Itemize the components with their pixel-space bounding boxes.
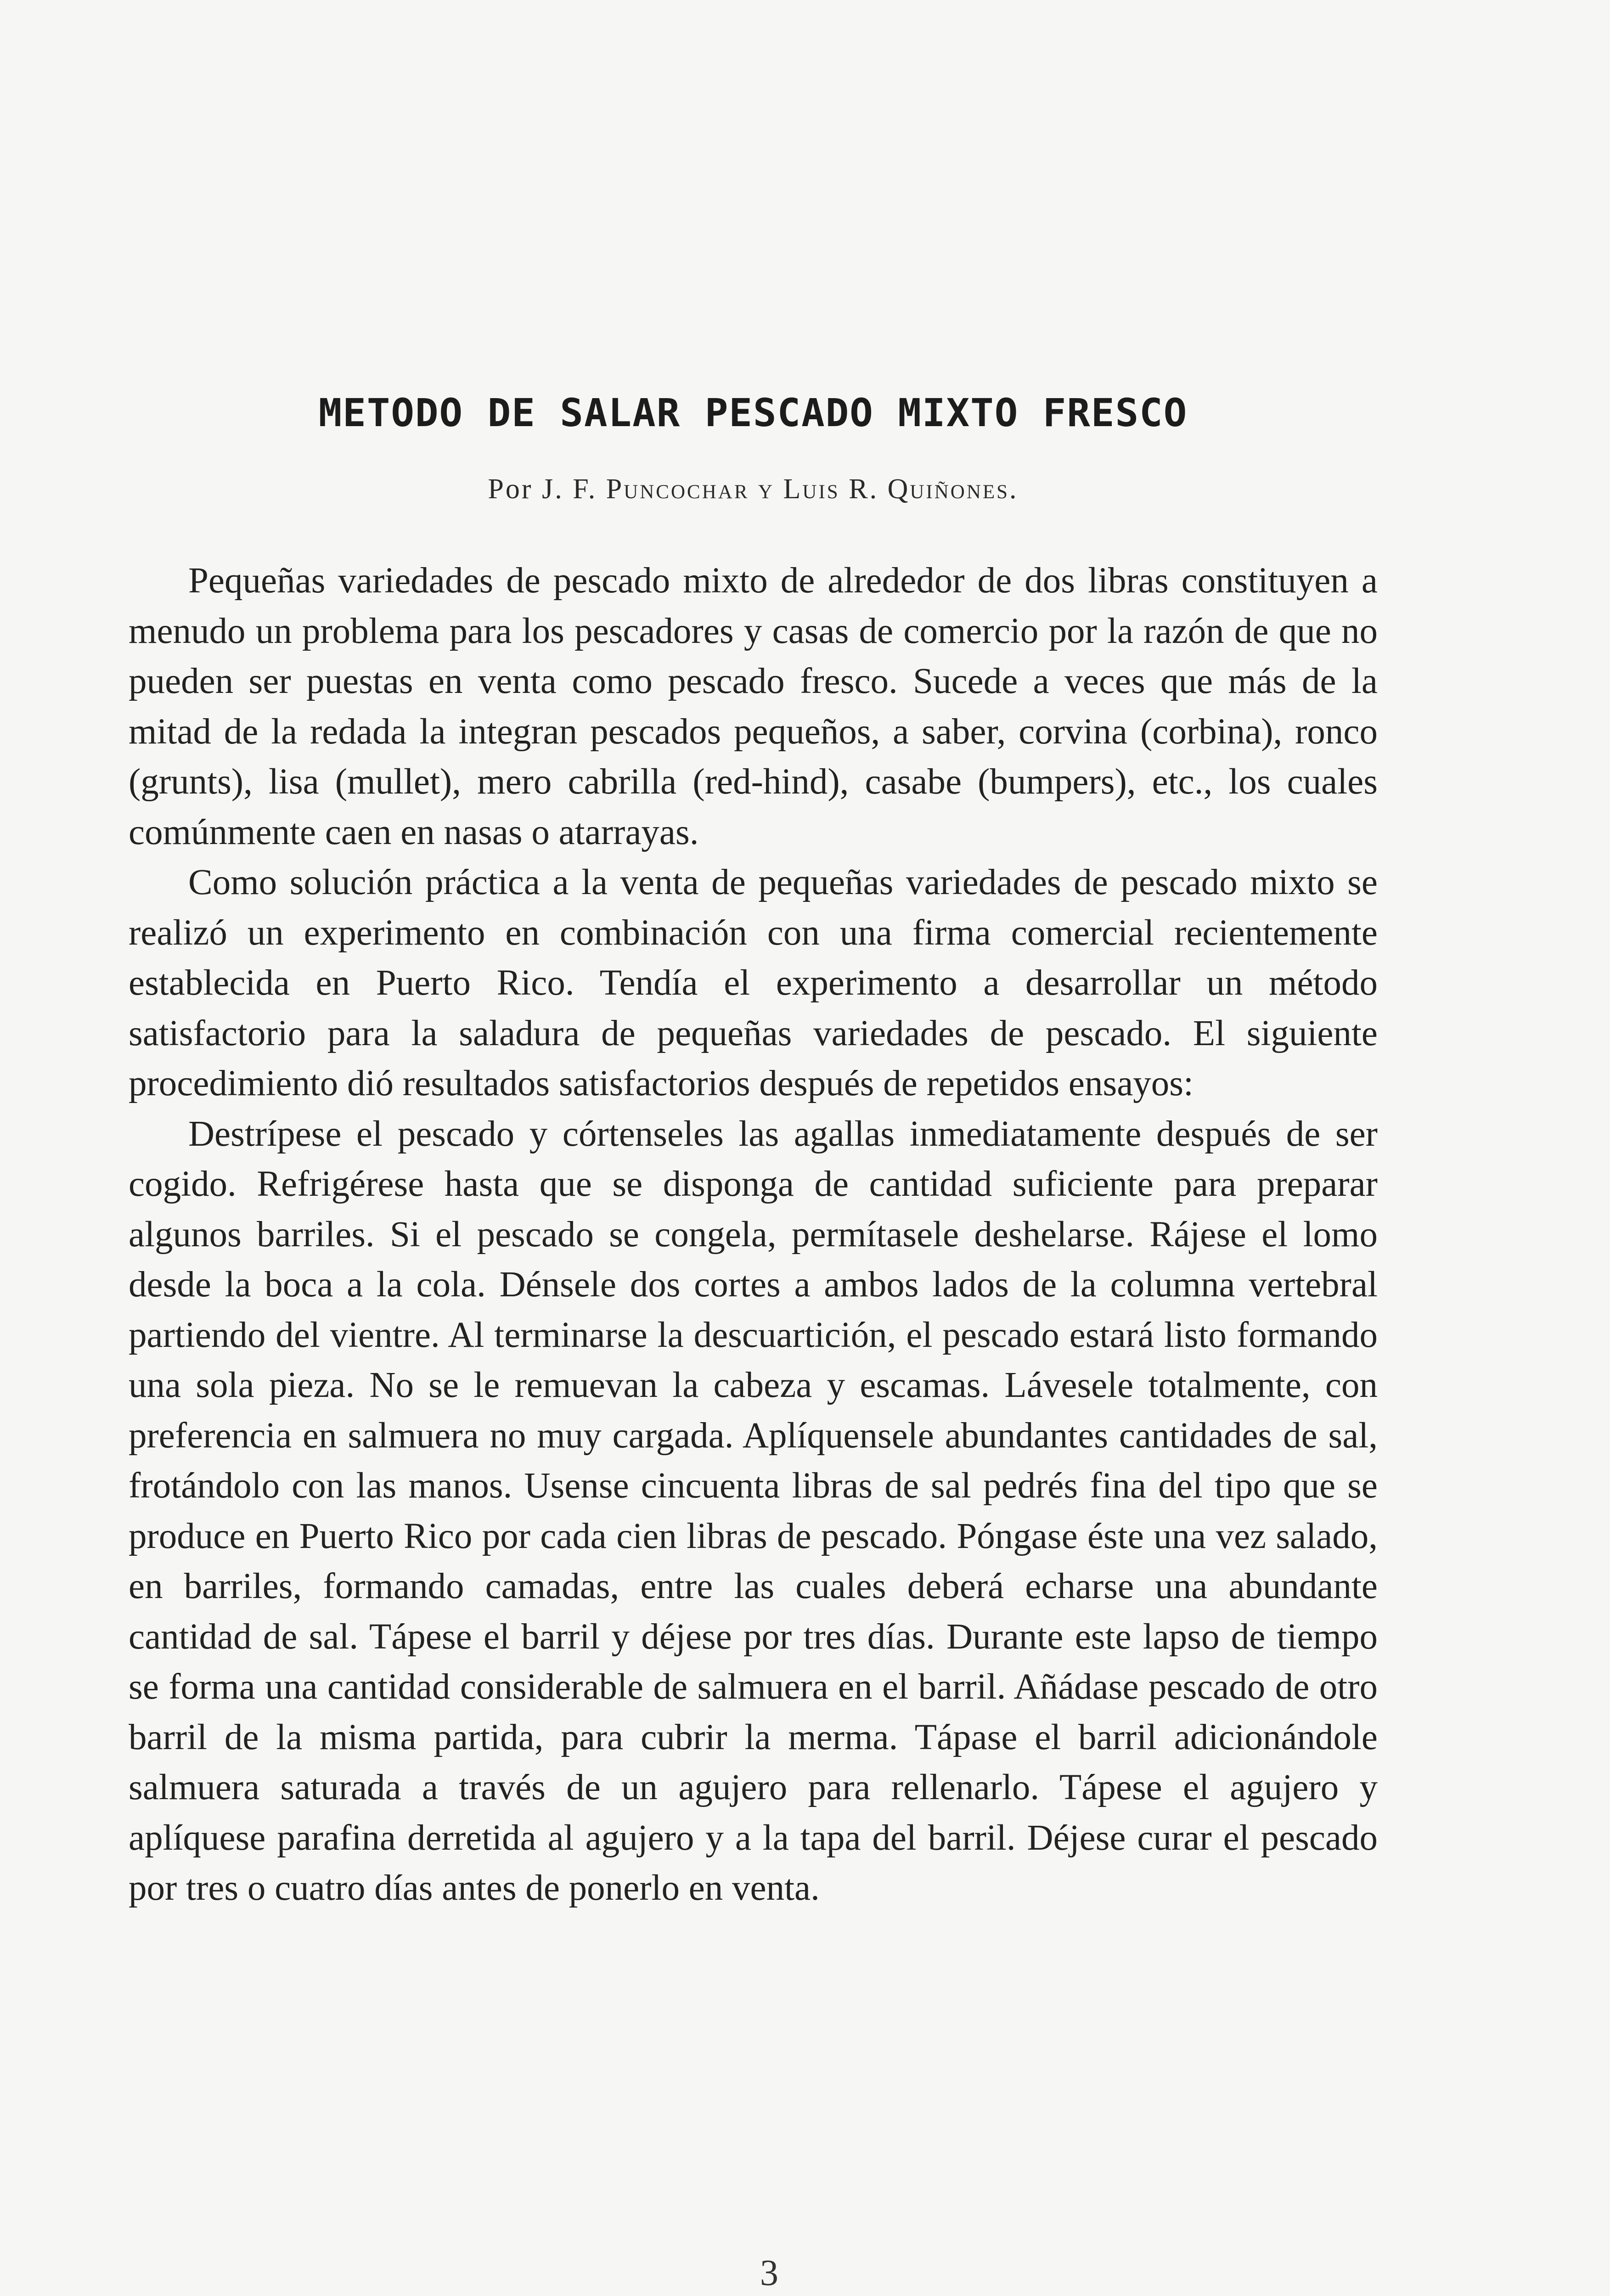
article-byline: [248, 473, 1258, 506]
byline-prefix: Por: [488, 473, 533, 505]
article-body: [129, 556, 1378, 1913]
byline-authors: J. F. Puncochar y Luis R. Quiñones.: [542, 473, 1019, 505]
page-number: 3: [760, 2253, 778, 2293]
paragraph-1: Pequeñas variedades de pescado mixto de alrededor de dos libras constituyen a menudo un problema para los pescadores y casas de comercio por la razón de que no pueden ser puestas en venta como pescado fresco. Sucede a veces que más de la mitad de la redada la integran pescados pequeños, a saber, corvina (corbina), ronco (grunts), lisa (mullet), mero cabrilla (red-hind), casabe (bumpers), etc., los cuales comúnmente caen en nasas o atarrayas.: [129, 561, 1378, 852]
paragraph-3: Destrípese el pescado y córtenseles las agallas inmediatamente después de ser cogido. Refrigérese hasta que se disponga de cantidad suficiente para preparar algunos barriles. Si el pescado se congela, permítasele deshelarse. Rájese el lomo desde la boca a la cola. Dénsele dos cortes a ambos lados de la columna vertebral partiendo del vientre. Al terminarse la descuartición, el pescado estará listo formando una sola pieza. No se le remuevan la cabeza y escamas. Lávesele totalmente, con preferencia en salmuera no muy cargada. Aplíquensele abundantes cantidades de sal, frotándolo con las manos. Usense cincuenta libras de sal pedrés fina del tipo que se produce en Puerto Rico por cada cien libras de pescado. Póngase éste una vez salado, en barriles, formando camadas, entre las cuales deberá echarse una abundante cantidad de sal. Tápese el barril y déjese por tres días. Durante este lapso de tiempo se forma una cantidad considerable de salmuera en el barril. Añádase pescado de otro barril de la misma partida, para cubrir la merma. Tápase el barril adicionándole salmuera saturada a través de un agujero para rellenarlo. Tápese el agujero y aplíquese parafina derretida al agujero y a la tapa del barril. Déjese curar el pescado por tres o cuatro días antes de ponerlo en venta.: [129, 1114, 1378, 1908]
article-title: METODO DE SALAR PESCADO MIXTO FRESCO: [318, 390, 1188, 435]
paragraph-2: Como solución práctica a la venta de pequeñas variedades de pescado mixto se realizó un experimento en combinación con una firma comercial recientemente establecida en Puerto Rico. Tendía el experimento a desarrollar un método satisfactorio para la saladura de pequeñas variedades de pescado. El siguiente procedimiento dió resultados satisfactorios después de repetidos ensayos:: [129, 862, 1378, 1103]
